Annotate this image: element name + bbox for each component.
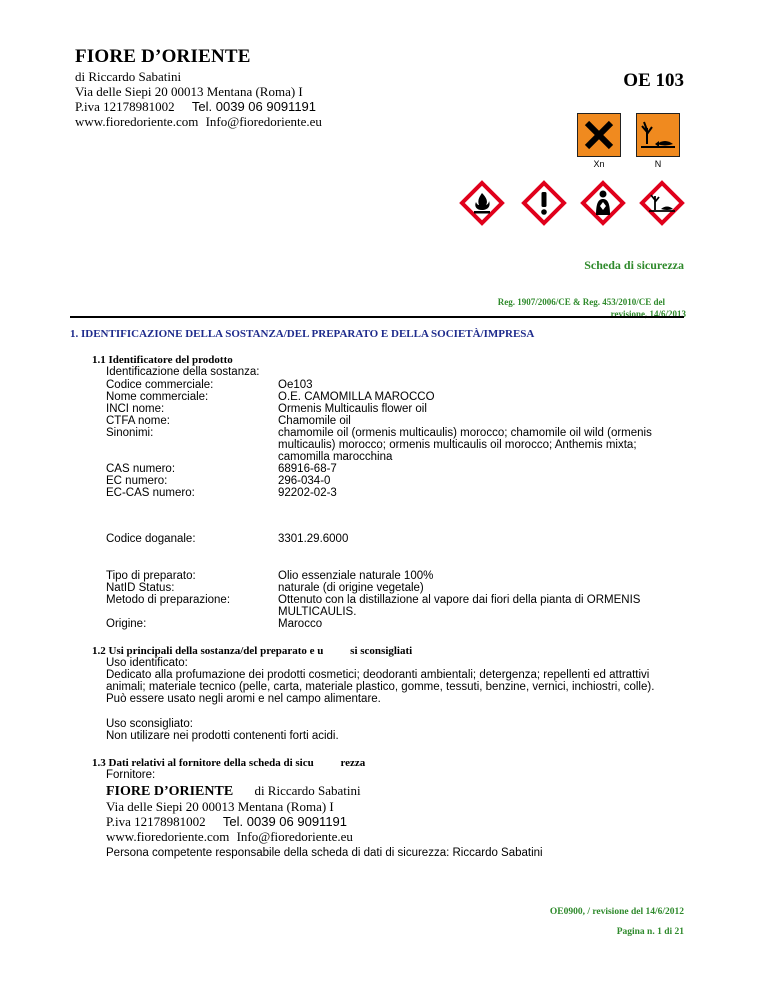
company-website[interactable]: www.fioredoriente.com [75, 114, 199, 129]
sheet-title: Scheda di sicurezza [584, 258, 684, 272]
company-piva: P.iva 12178981002 [75, 99, 175, 114]
tipo-preparato-value: Olio essenziale naturale 100% [278, 570, 434, 582]
identification-intro: Identificazione della sostanza: [106, 366, 260, 378]
company-owner: di Riccardo Sabatini [75, 69, 182, 84]
uso-identificato-line-3: Può essere usato negli aromi e nel campo alimentare. [106, 693, 381, 705]
supplier-website[interactable]: www.fioredoriente.com [106, 829, 230, 844]
ctfa-value: Chamomile oil [278, 415, 351, 427]
metodo-label: Metodo di preparazione: [106, 594, 231, 606]
ec-cas-value: 92202-02-3 [278, 487, 337, 499]
section-1-title: 1. IDENTIFICAZIONE DELLA SOSTANZA/DEL PREPARATO E DELLA SOCIETÀ/IMPRESA [70, 328, 535, 340]
codice-doganale-value: 3301.29.6000 [278, 533, 349, 545]
fornitore-label: Fornitore: [106, 769, 156, 781]
tipo-preparato-label: Tipo di preparato: [106, 570, 196, 582]
metodo-value-1: Ottenuto con la distillazione al vapore dai fiori della pianta di ORMENIS [278, 594, 641, 606]
sinonimi-value-2: multicaulis) morocco; ormenis multicaulis oil morocco; Anthemis mixta; [278, 439, 637, 451]
ec-cas-label: EC-CAS numero: [106, 487, 195, 499]
codice-doganale-label: Codice doganale: [106, 533, 196, 545]
codice-commerciale-label: Codice commerciale: [106, 379, 214, 391]
supplier-tel: Tel. 0039 06 9091191 [222, 814, 348, 829]
footer-revision: OE0900, / revisione del 14/6/2012 [549, 907, 684, 917]
footer-page-number: Pagina n. 1 di 21 [616, 927, 684, 937]
n-label: N [654, 159, 662, 169]
subsection-1-3-title [92, 757, 365, 769]
codice-commerciale-value: Oe103 [278, 379, 313, 391]
inci-value: Ormenis Multicaulis flower oil [278, 403, 427, 415]
company-web [75, 114, 322, 129]
ec-label: EC numero: [106, 475, 168, 487]
supplier-contacts [106, 814, 347, 829]
company-email[interactable]: Info@fioredoriente.eu [205, 114, 322, 129]
company-contacts [75, 99, 316, 114]
company-address: Via delle Siepi 20 00013 Mentana (Roma) I [75, 84, 303, 99]
ec-value: 296-034-0 [278, 475, 331, 487]
exclamation-icon [521, 180, 567, 226]
supplier-address: Via delle Siepi 20 00013 Mentana (Roma) I [106, 799, 334, 814]
natid-label: NatID Status: [106, 582, 175, 594]
uso-identificato-line-1: Dedicato alla profumazione dei prodotti cosmetici; deodoranti ambientali; detergenza; repellenti ed attrattivi [106, 669, 650, 681]
cas-label: CAS numero: [106, 463, 176, 475]
supplier-email[interactable]: Info@fioredoriente.eu [236, 829, 353, 844]
supplier-owner: di Riccardo Sabatini [254, 783, 361, 798]
xn-label: Xn [593, 159, 605, 169]
subsection-1-3-title-a: 1.3 Dati relativi al fornitore della scheda di sicu [92, 757, 314, 769]
regulation-line-1: Reg. 1907/2006/CE & Reg. 453/2010/CE del [497, 297, 665, 307]
supplier-piva: P.iva 12178981002 [106, 814, 206, 829]
origine-label: Origine: [106, 618, 147, 630]
nome-commerciale-value: O.E. CAMOMILLA MAROCCO [278, 391, 435, 403]
natid-value: naturale (di origine vegetale) [278, 582, 424, 594]
supplier-web [106, 829, 353, 844]
company-name: FIORE D’ORIENTE [75, 46, 251, 67]
persona-competente: Persona competente responsabile della scheda di dati di sicurezza: Riccardo Sabatini [106, 847, 543, 859]
uso-identificato-line-2: animali; materiale tecnico (pelle, carta, materiale plastico, gomme, tessuti, benzine, vernici, inchiostri, colle). [106, 681, 655, 693]
sinonimi-label: Sinonimi: [106, 427, 154, 439]
flame-icon [459, 180, 505, 226]
origine-value: Marocco [278, 618, 323, 630]
health-hazard-icon [580, 180, 626, 226]
subsection-1-3-title-b: rezza [340, 757, 366, 769]
supplier-name: FIORE D’ORIENTE [106, 784, 234, 799]
subsection-1-1-title: 1.1 Identificatore del prodotto [92, 354, 233, 366]
metodo-value-2: MULTICAULIS. [278, 606, 357, 618]
nome-commerciale-label: Nome commerciale: [106, 391, 209, 403]
document-code: OE 103 [623, 70, 684, 91]
inci-label: INCI nome: [106, 403, 165, 415]
uso-sconsigliato-label: Uso sconsigliato: [106, 718, 193, 730]
environment-icon [639, 180, 685, 226]
environment-n-icon [636, 113, 680, 157]
sinonimi-value-1: chamomile oil (ormenis multicaulis) morocco; chamomile oil wild (ormenis [278, 427, 652, 439]
regulation-line-2: revisione, 14/6/2013 [610, 309, 686, 319]
sinonimi-value-3: camomilla marocchina [278, 451, 393, 463]
subsection-1-2-title [92, 645, 412, 657]
harmful-xn-icon [577, 113, 621, 157]
supplier-name-line [106, 783, 361, 799]
uso-identificato-label: Uso identificato: [106, 657, 188, 669]
uso-sconsigliato-value: Non utilizare nei prodotti contenenti forti acidi. [106, 730, 339, 742]
subsection-1-2-title-a: 1.2 Usi principali della sostanza/del preparato e u [92, 645, 324, 657]
cas-value: 68916-68-7 [278, 463, 337, 475]
ctfa-label: CTFA nome: [106, 415, 170, 427]
header-divider [70, 316, 684, 318]
subsection-1-2-title-b: si sconsigliati [350, 645, 413, 657]
company-tel: Tel. 0039 06 9091191 [191, 99, 317, 114]
